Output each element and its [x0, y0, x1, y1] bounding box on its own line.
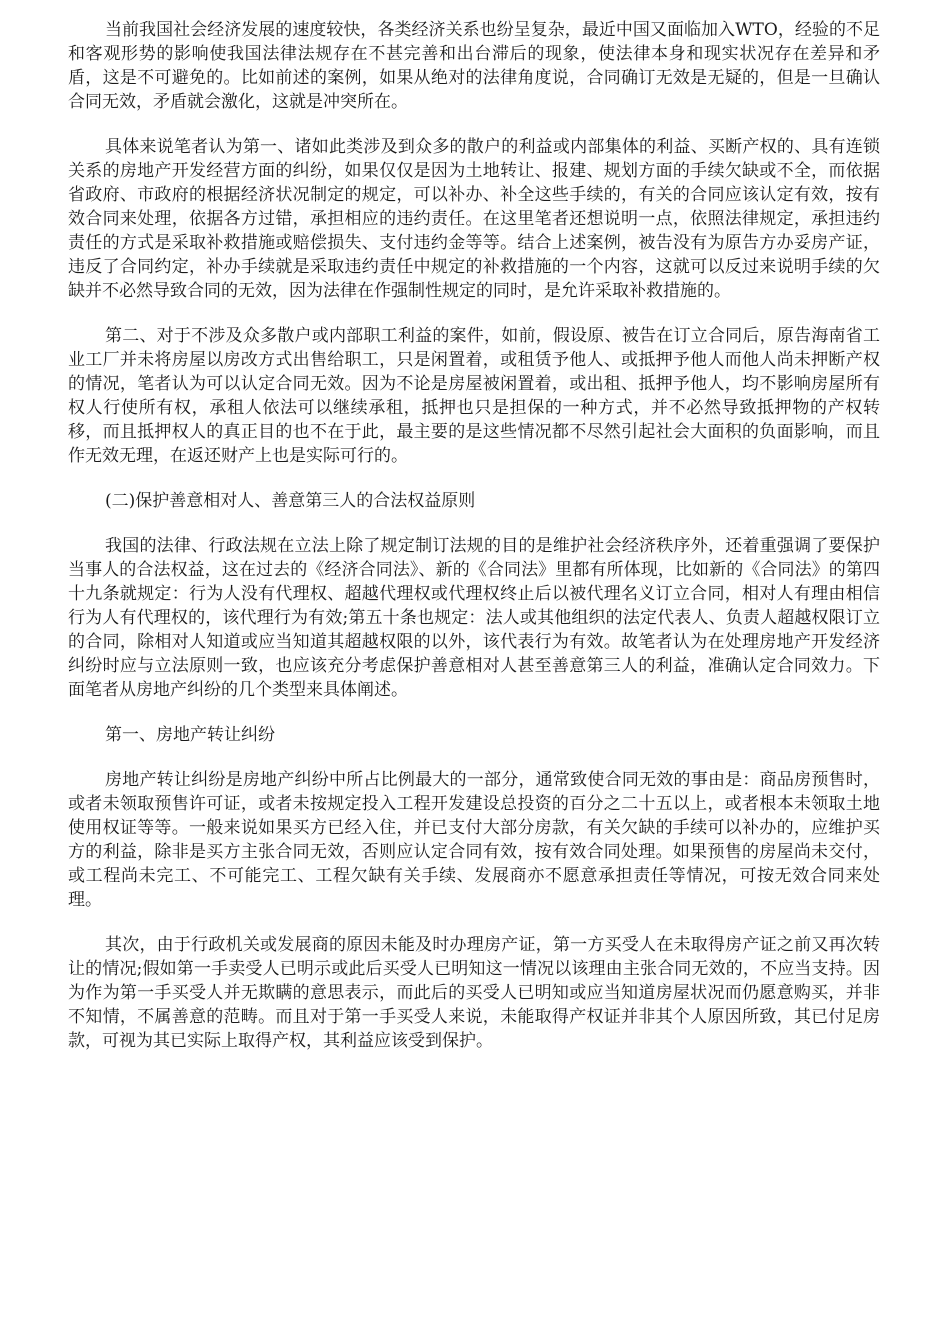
document-page — [68, 18, 880, 1074]
paragraph-resale: 其次，由于行政机关或发展商的原因未能及时办理房产证，第一方买受人在未取得房产证之前又再次转让的情况;假如第一手卖受人已明示或此后买受人已明知这一情况以该理由主张合同无效的，不应当支持。因为作为第一手买受人并无欺瞒的意思表示，而此后的买受人已明知或应当知道房屋状况而仍愿意购买，并非不知情，不属善意的范畴。而且对于第一手买受人来说，未能取得产权证并非其个人原因所致，其已付足房款，可视为其已实际上取得产权，其利益应该受到保护。 — [68, 935, 880, 1051]
section-heading-good-faith: (二)保护善意相对人、善意第三人的合法权益原则 — [105, 491, 476, 511]
paragraph-first-point: 具体来说笔者认为第一、诸如此类涉及到众多的散户的利益或内部集体的利益、买断产权的、具有连锁关系的房地产开发经营方面的纠纷，如果仅仅是因为土地转让、报建、规划方面的手续欠缺或不全，而依据省政府、市政府的根据经济状况制定的规定，可以补办、补全这些手续的，有关的合同应该认定有效，按有效合同来处理，依据各方过错，承担相应的违约责任。在这里笔者还想说明一点，依照法律规定，承担违约责任的方式是采取补救措施或赔偿损失、支付违约金等等。结合上述案例，被告没有为原告方办妥房产证，违反了合同约定，补办手续就是采取违约责任中规定的补救措施的一个内容，这就可以反过来说明手续的欠缺并不必然导致合同的无效，因为法律在作强制性规定的同时，是允许采取补救措施的。 — [68, 137, 880, 301]
paragraph-legislation: 我国的法律、行政法规在立法上除了规定制订法规的目的是维护社会经济秩序外，还着重强调了要保护当事人的合法权益，这在过去的《经济合同法》、新的《合同法》里都有所体现，比如新的《合同法》的第四十九条就规定：行为人没有代理权、超越代理权或代理权终止后以被代理名义订立合同，相对人有理由相信行为人有代理权的，该代理行为有效;第五十条也规定：法人或其他组织的法定代表人、负责人超越权限订立的合同，除相对人知道或应当知道其超越权限的以外，该代表行为有效。故笔者认为在处理房地产开发经济纠纷时应与立法原则一致，也应该充分考虑保护善意相对人甚至善意第三人的利益，准确认定合同效力。下面笔者从房地产纠纷的几个类型来具体阐述。 — [68, 536, 880, 700]
paragraph-second-point: 第二、对于不涉及众多散户或内部职工利益的案件，如前，假设原、被告在订立合同后，原告海南省工业工厂并未将房屋以房改方式出售给职工，只是闲置着，或租赁予他人、或抵押予他人而他人尚未押断产权的情况，笔者认为可以认定合同无效。因为不论是房屋被闲置着，或出租、抵押予他人，均不影响房屋所有权人行使所有权，承租人依法可以继续承租，抵押也只是担保的一种方式，并不必然导致抵押物的产权转移，而且抵押权人的真正目的也不在于此，最主要的是这些情况都不尽然引起社会大面积的负面影响，而且作无效无理，在返还财产上也是实际可行的。 — [68, 326, 880, 466]
subheading-transfer-disputes: 第一、房地产转让纠纷 — [105, 725, 275, 745]
paragraph-transfer-disputes: 房地产转让纠纷是房地产纠纷中所占比例最大的一部分，通常致使合同无效的事由是：商品房预售时，或者未领取预售许可证，或者未按规定投入工程开发建设总投资的百分之二十五以上，或者根本未领取土地使用权证等等。一般来说如果买方已经入住，并已支付大部分房款，有关欠缺的手续可以补办的，应维护买方的利益，除非是买方主张合同无效，否则应认定合同有效，按有效合同处理。如果预售的房屋尚未交付，或工程尚未完工、不可能完工、工程欠缺有关手续、发展商亦不愿意承担责任等情况，可按无效合同来处理。 — [68, 770, 880, 910]
paragraph-wto-conflict: 当前我国社会经济发展的速度较快，各类经济关系也纷呈复杂，最近中国又面临加入WTO，经验的不足和客观形势的影响使我国法律法规存在不甚完善和出台滞后的现象，使法律本身和现实状况存在差异和矛盾，这是不可避免的。比如前述的案例，如果从绝对的法律角度说，合同确订无效是无疑的，但是一旦确认合同无效，矛盾就会激化，这就是冲突所在。 — [68, 20, 880, 112]
